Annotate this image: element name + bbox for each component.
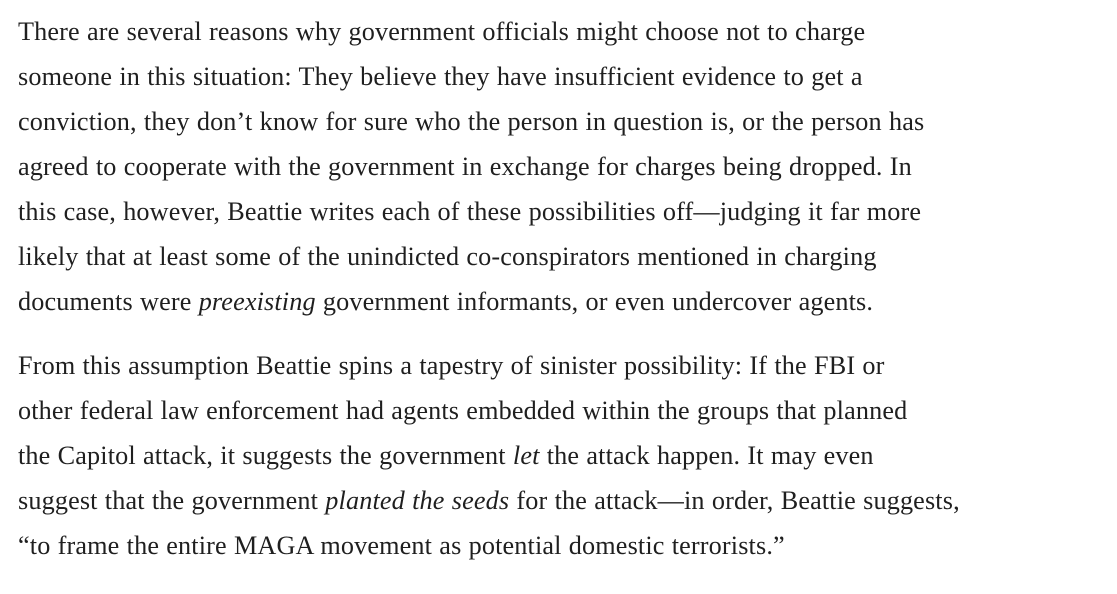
article-body	[18, 9, 1110, 568]
emphasis-let: let	[512, 441, 540, 470]
text-line: From this assumption Beattie spins a tapestry of sinister possibility: If the FBI or	[18, 351, 885, 380]
emphasis-planted-the-seeds: planted the seeds	[325, 486, 510, 515]
text-line: likely that at least some of the unindicted co-conspirators mentioned in charging	[18, 242, 877, 271]
text-line: conviction, they don’t know for sure who the person in question is, or the person has	[18, 107, 925, 136]
paragraph-reasons-not-charged	[18, 9, 1110, 324]
text-run: government informants, or even undercover agents.	[315, 287, 874, 316]
text-line: this case, however, Beattie writes each of these possibilities off—judging it far more	[18, 197, 922, 226]
text-line: other federal law enforcement had agents embedded within the groups that planned	[18, 396, 908, 425]
text-run: the Capitol attack, it suggests the government	[18, 441, 513, 470]
text-line: someone in this situation: They believe they have insufficient evidence to get a	[18, 62, 863, 91]
text-run: the attack happen. It may even	[539, 441, 874, 470]
paragraph-sinister-possibility	[18, 343, 1110, 568]
emphasis-preexisting: preexisting	[198, 287, 316, 316]
text-line: agreed to cooperate with the government in exchange for charges being dropped. In	[18, 152, 912, 181]
text-line	[18, 433, 1110, 478]
text-line	[18, 279, 1110, 324]
quote-line: “to frame the entire MAGA movement as potential domestic terrorists.”	[18, 531, 785, 560]
text-line: There are several reasons why government officials might choose not to charge	[18, 17, 866, 46]
text-run: documents were	[18, 287, 199, 316]
text-run: for the attack—in order, Beattie suggests,	[509, 486, 960, 515]
text-run: suggest that the government	[18, 486, 326, 515]
text-line	[18, 478, 1110, 523]
